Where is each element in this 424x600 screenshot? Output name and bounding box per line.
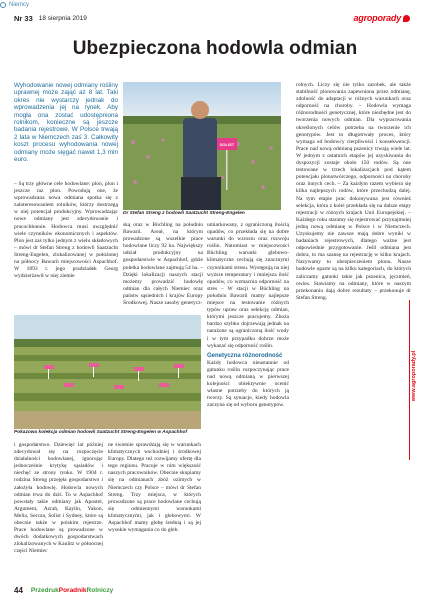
- article-column-2: ską oraz w Büchling na południu Bawarii. Areał, na którym prowadzone są wszelkie prace hodowlane liczy 92 ha. Największy udział produkcyjny na gospodarstwie w Aspachhof, gdzie poletka hodowlane zajmują 54 ha. – Dzięki lokalizacji naszych stacji możemy prowadzić hodowlę odmian dla całych Niemiec oraz państw sąsiednich i krajów Europy Środkowej. Nasze zasoby genetycz-: [123, 222, 203, 307]
- article-column-1: – Są trzy główne cele hodowlane: plon, plon i jeszcze raz plon. Powodują one, że wprowadzana nowa odmiana spotka się z zainteresowaniem rolników, którzy dostrzegą w niej potencjał produkcyjny. Wprowadzając nowe odmiany jest zdecydowanie i pracochłonnie. Hodowca musi uwzględnić wiele czynników ekonomicznych i aspektów. Plon jest zaś tylko jednym z wielu składowych – mówi dr Stefan Streng z hodowli Saatzucht Streng-Engelen, zlokalizowanej w położonej na północy Bawarii miejscowości Aspachhof. W 1893 r. jego pradziadek Georg wydzierżawił w niej ziemie: [14, 181, 118, 280]
- side-website-label: [409, 318, 419, 438]
- photo-caption-2: Pokazowa kolekcja odmian hodowli Saatzucht Streng-Engelen w Aspachhof: [14, 430, 188, 435]
- article-column-3: [207, 222, 289, 409]
- photo-caption-1: Dr Stefan Streng z hodowli Saatzucht Streng-Engelen: [123, 211, 245, 216]
- magazine-name-b: Poradnik: [58, 586, 87, 594]
- location-label: Niemcy: [9, 2, 30, 8]
- collection-photo-svg: [14, 315, 201, 429]
- article-column-5: i gospodarstwo. Dziewięć lat później zdecydował się na rozpoczęcie działalności hodowlanej, ignorując jednocześnie krytykę sąsiadów i niechęć ze strony rynku. W 1904 r. rodzina Streng przejęła gospodarstwo i założyła hodowlę. Hodowla nowych odmian trwa do dziś. To w Aspachhof powstały takie odmiany jak Apostel, Argument, Azrah, Kaylin, Yakon, Melia, Secura, Solist i Sydney, które są obecnie także w polskim rejestrze. Prace hodowlane są prowadzone w dwóch dodatkowych gospodarstwach zlokalizowanych w Kaulitz w północnej części Niemiec: [14, 442, 103, 555]
- article-column-3b-text: Każdy hodowca nieustannie od gatunku roślin rozpoczynając prace nad nową odmianą w pierwszej kolejności obiektywnie ocenić własne potrzeby do których ją tworzy. Są sytuacje, kiedy hodowla zaczyna się od wyboru genotypów.: [207, 359, 289, 409]
- field-photo-svg: [123, 82, 281, 210]
- page-footer: [14, 585, 113, 595]
- issue-date: 18 sierpnia 2019: [38, 14, 87, 22]
- field-sign-text: SOLIST: [219, 142, 235, 147]
- issue-number: Nr 33: [14, 13, 33, 23]
- article-lead: Wyhodowanie nowej odmiany roślinу uprawnej może zająć aż 8 lat. Taki okres nie wystarczy jednak do wprowadzenia jej na rynek. Aby mogła ona zostać udostępniona rolnikom, konieczne są jeszcze badania rejestrowe. W Polsce trwają 2 lata w Niemczech zaś 3. Całkowity koszt procesu wyhodowania nowej odmiany może sięgać nawet 1,3 mln euro.: [14, 82, 118, 164]
- magazine-name-c: Rolniczy: [86, 586, 114, 594]
- article-column-4: rolnych. Liczy się nie tylko zarobek, ale także stabilność plonowania zapewniona przez odmianę, zdolność do adaptacji w różnych warunkach oraz odporność na choroby. – Hodowla wymaga różnorodności genetycznej, które niezbędne jest do tworzenia nowych odmian. Dla wypracowania określonych celów potrzeba na tworzenie ich genotypów. Jest to długotrwały proces, który wymaga od hodowcy cierpliwości i konsekwencji. Prace nad nową odmianą pszenicy trwają wiele lat. W jednym z ostatnich etapów jej uzyskiwania do dyspozycji zostaje około 150 rodów. Są one testowane w trzech lokalizacjach pod kątem potencjału plonotwórczego, odporności na choroby oraz innych cech. – Za każdym razem wybiera się kilka najlepszych rodów, które przechodzą dalej. Na tym etapie prac dokonywana jest również selekcja, która z kolei przekłada się na dalsze etapy rejestracji w różnych krajach Unii Europejskiej. – Każdego roku staramy się rejestrować przynajmniej jedną nową odmianę w Polsce i w Niemczech. Uzyskujemy nie zawsze mają dobre wyniki w badaniach rejestrowych, dlatego ważne jest odpowiednie przygotowanie. Jeśli odmiana jest dobra, to ma szansę na rejestrację w kilku krajach. Nazywamy to ubezpieczeniem plonu. Nasze hodowle oparte są na kilku kategoriach, do których zaliczamy gatunki takie jak pszenica, jęczmień, owies. Stawiamy na odmiany, które w naszym przekonaniu dają dobre rezultaty – przekonuje dr Stefan Streng.: [296, 82, 411, 301]
- page-number: 44: [14, 585, 23, 595]
- location-tag: [0, 0, 104, 10]
- page-header: [14, 10, 410, 26]
- section-heading: Genetyczna różnorodność: [207, 352, 283, 359]
- magazine-name-a: Przedruk: [30, 586, 59, 594]
- article-title: Ubezpieczona hodowla odmian: [72, 38, 358, 59]
- article-column-3-text: umiarkowany, z ograniczoną ilością opadów, co przekłada się na dobre warunki do wzrostu oraz rozwoju roślin. Natomiast w miejscowości Büchling warunki glebowo-klimatyczne cechują się znacznymi czynnikami stresu. Występują na niej wyższe temperatury i mniejsza ilość opadów, co wzmacnia odporność na stres – W stacji w Büchling na południu Bawarii mamy najlepsze miejsce na testowanie różnych typów upraw oraz selekcję odmian, którymi jeszcze pracujemy. Zboża bardzo szybko dojrzewają jednak na narażone są ograniczoną ilość wody i w tym przypadku dobrze może wykazać się odporność roślin.: [207, 222, 289, 349]
- location-icon: [0, 2, 6, 8]
- photo-researcher-field: [123, 82, 281, 210]
- website-label: www.agroporady.pl: [411, 350, 417, 402]
- photo-variety-collection: [14, 315, 201, 429]
- article-column-6: ne świetnie sprawdzają się w warunkach klimatycznych wschodniej i środkowej Europy. Dlatego też rozwijamy ofertę dla tego regionu. Pracuje w nim większość naszych pracowników. Obecnie skupiamy się na odmianach zbóż ozimych w Niemczech czy Polsce – mówi dr Stefan Streng. Trzy miejsca, w których prowadzone są prace hodowlane cechują się odmiennymi warunkami klimatycznymi, jak i glebowymi. W Aspachhof mamy glebę średnią i są jej wysokie wymagania co do gleb.: [108, 442, 201, 534]
- leaf-icon: [403, 15, 410, 22]
- brand-logo: agroporady: [353, 13, 410, 23]
- magazine-name: [31, 587, 113, 594]
